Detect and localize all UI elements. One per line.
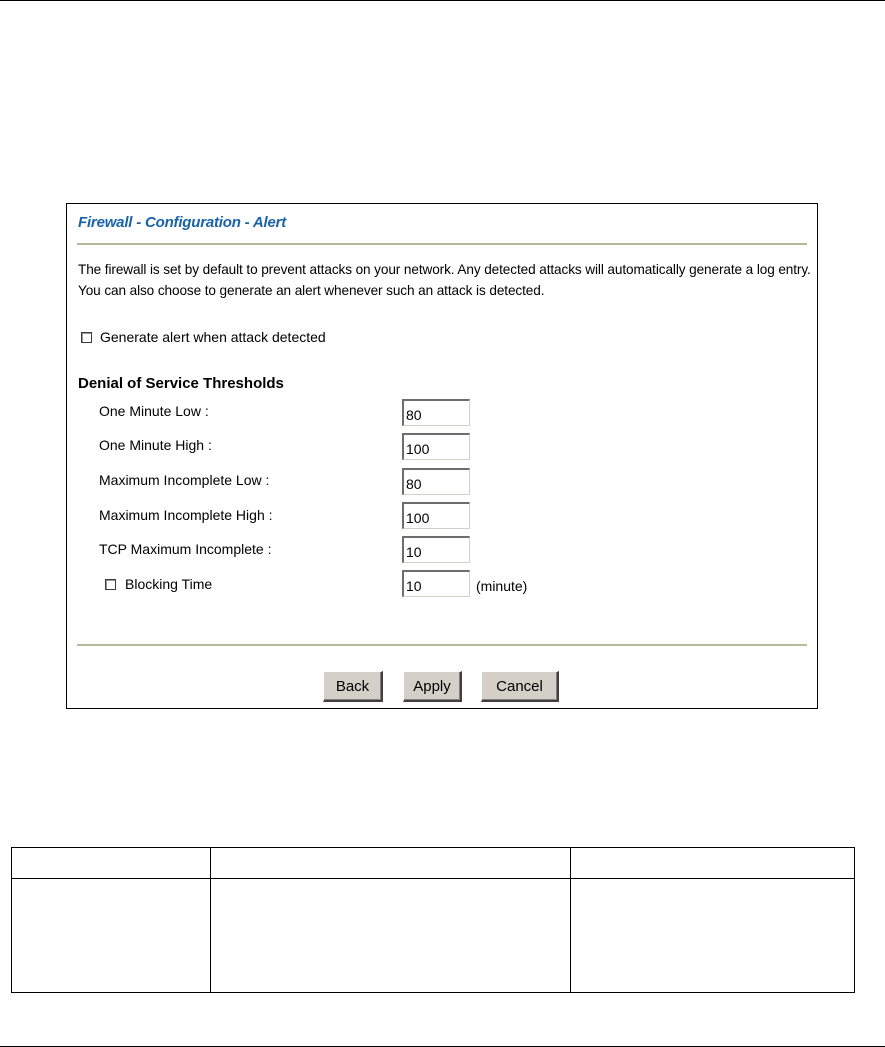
firewall-alert-panel: [66, 203, 818, 709]
blocking-time-input[interactable]: [402, 570, 470, 597]
footer-divider: [77, 644, 807, 646]
panel-title: Firewall - Configuration - Alert: [78, 214, 287, 231]
table-row: [12, 848, 855, 879]
title-divider: [77, 243, 807, 245]
blocking-time-label: Blocking Time: [125, 576, 213, 592]
one-minute-low-input[interactable]: [402, 399, 470, 426]
blocking-time-option[interactable]: [105, 576, 212, 592]
generate-alert-checkbox[interactable]: [81, 332, 92, 343]
table-cell: [211, 848, 571, 879]
blank-table: [11, 847, 855, 993]
table-row: [12, 879, 855, 993]
blocking-time-unit: (minute): [476, 578, 528, 594]
panel-description: The firewall is set by default to prevent attacks on your network. Any detected attacks will automatically generate a log entry. You can also choose to generate an alert whenever such an attack is detected.: [78, 262, 811, 298]
generate-alert-label: Generate alert when attack detected: [100, 329, 326, 345]
max-incomplete-high-input[interactable]: [402, 502, 470, 529]
apply-button[interactable]: Apply: [403, 671, 462, 702]
blocking-time-checkbox[interactable]: [105, 579, 116, 590]
max-incomplete-high-label: Maximum Incomplete High :: [99, 507, 273, 523]
max-incomplete-low-label: Maximum Incomplete Low :: [99, 472, 270, 488]
table-cell: [571, 848, 855, 879]
dos-thresholds-heading: Denial of Service Thresholds: [78, 375, 284, 392]
table-cell: [571, 879, 855, 993]
tcp-max-incomplete-input[interactable]: [402, 536, 470, 563]
back-button[interactable]: Back: [323, 671, 383, 702]
generate-alert-option[interactable]: [81, 329, 326, 345]
page-top-rule: [0, 0, 885, 1]
one-minute-high-label: One Minute High :: [99, 437, 212, 453]
one-minute-low-label: One Minute Low :: [99, 403, 209, 419]
max-incomplete-low-input[interactable]: [402, 468, 470, 495]
one-minute-high-input[interactable]: [402, 433, 470, 460]
cancel-button[interactable]: Cancel: [481, 671, 559, 702]
table-cell: [12, 879, 211, 993]
tcp-max-incomplete-label: TCP Maximum Incomplete :: [99, 541, 272, 557]
table-cell: [12, 848, 211, 879]
table-cell: [211, 879, 571, 993]
